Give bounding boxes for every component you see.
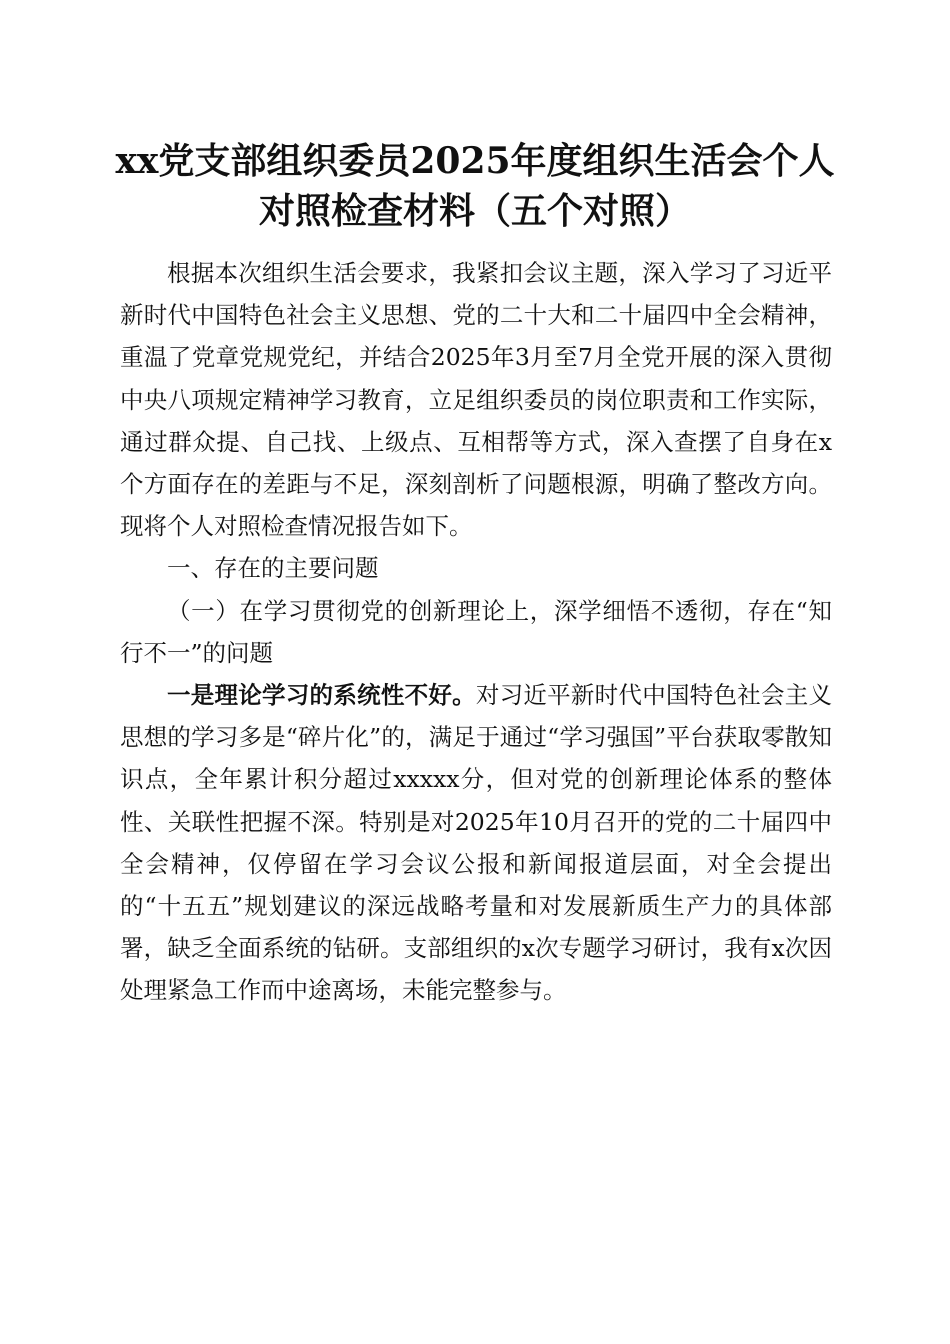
document-title <box>100 136 850 236</box>
point-body: 对习近平新时代中国特色社会主义思想的学习多是“碎片化”的，满足于通过“学习强国”平台获取零散知识点，全年累计积分超过xxxxx分，但对党的创新理论体系的整体性、关联性把握不深。特别是对2025年10月召开的党的二十届四中全会精神，仅停留在学习会议公报和新闻报道层面，对全会提出的“十五五”规划建议的深远战略考量和对发展新质生产力的具体部署，缺乏全面系统的钻研。支部组织的x次专题学习研讨，我有x次因处理紧急工作而中途离场，未能完整参与。 <box>120 681 833 1005</box>
intro-paragraph: 根据本次组织生活会要求，我紧扣会议主题，深入学习了习近平新时代中国特色社会主义思想、党的二十大和二十届四中全会精神，重温了党章党规党纪，并结合2025年3月至7月全党开展的深入贯彻中央八项规定精神学习教育，立足组织委员的岗位职责和工作实际，通过群众提、自己找、上级点、互相帮等方式，深入查摆了自身在x个方面存在的差距与不足，深刻剖析了问题根源，明确了整改方向。现将个人对照检查情况报告如下。 <box>120 259 832 541</box>
document-body <box>120 252 832 1012</box>
section-heading: 一、存在的主要问题 <box>167 554 379 583</box>
title-line-2: 对照检查材料（五个对照） <box>258 190 691 232</box>
subsection-heading: （一）在学习贯彻党的创新理论上，深学细悟不透彻，存在“知行不一”的问题 <box>120 596 832 667</box>
point-lead: 一是理论学习的系统性不好。 <box>167 681 476 710</box>
title-line-1: xx党支部组织委员2025年度组织生活会个人 <box>115 140 835 182</box>
point-paragraph <box>120 674 832 1012</box>
